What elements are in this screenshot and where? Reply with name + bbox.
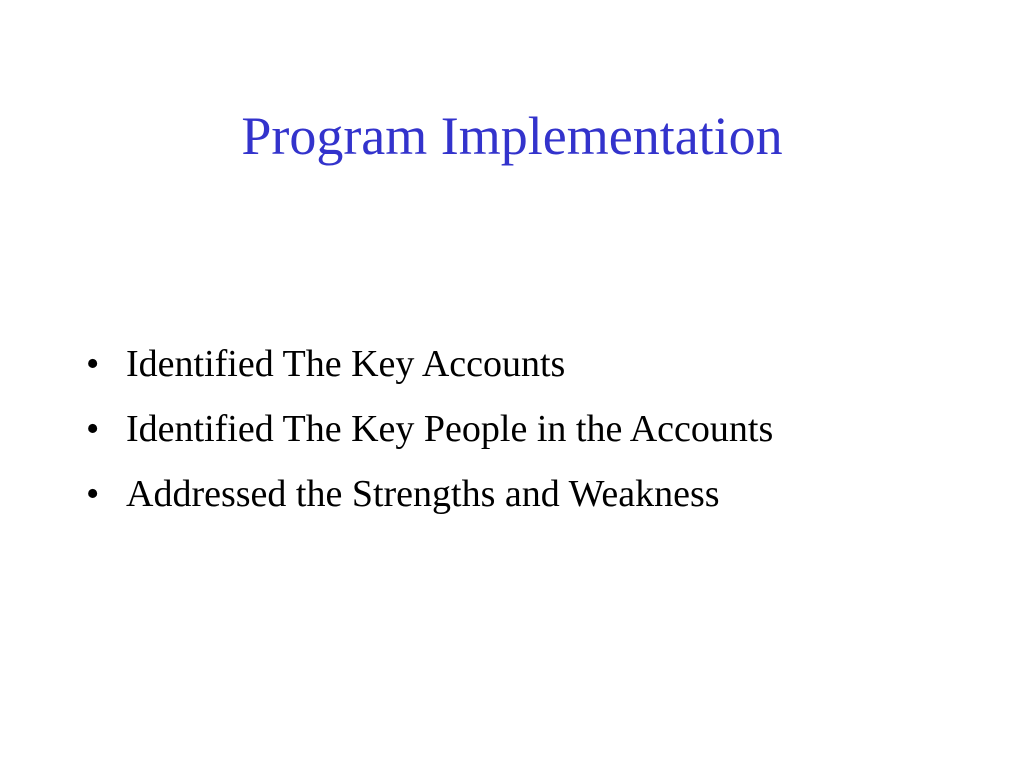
bullet-text: Identified The Key Accounts	[126, 343, 566, 385]
bullet-item	[86, 407, 773, 452]
bullet-item	[86, 472, 773, 517]
bullet-marker: •	[86, 343, 100, 385]
bullet-list	[86, 342, 773, 537]
bullet-text: Addressed the Strengths and Weakness	[126, 473, 720, 515]
bullet-marker: •	[86, 473, 100, 515]
bullet-marker: •	[86, 408, 100, 450]
bullet-item	[86, 342, 773, 387]
slide-title: Program Implementation	[241, 106, 783, 166]
bullet-text: Identified The Key People in the Accounts	[126, 408, 774, 450]
